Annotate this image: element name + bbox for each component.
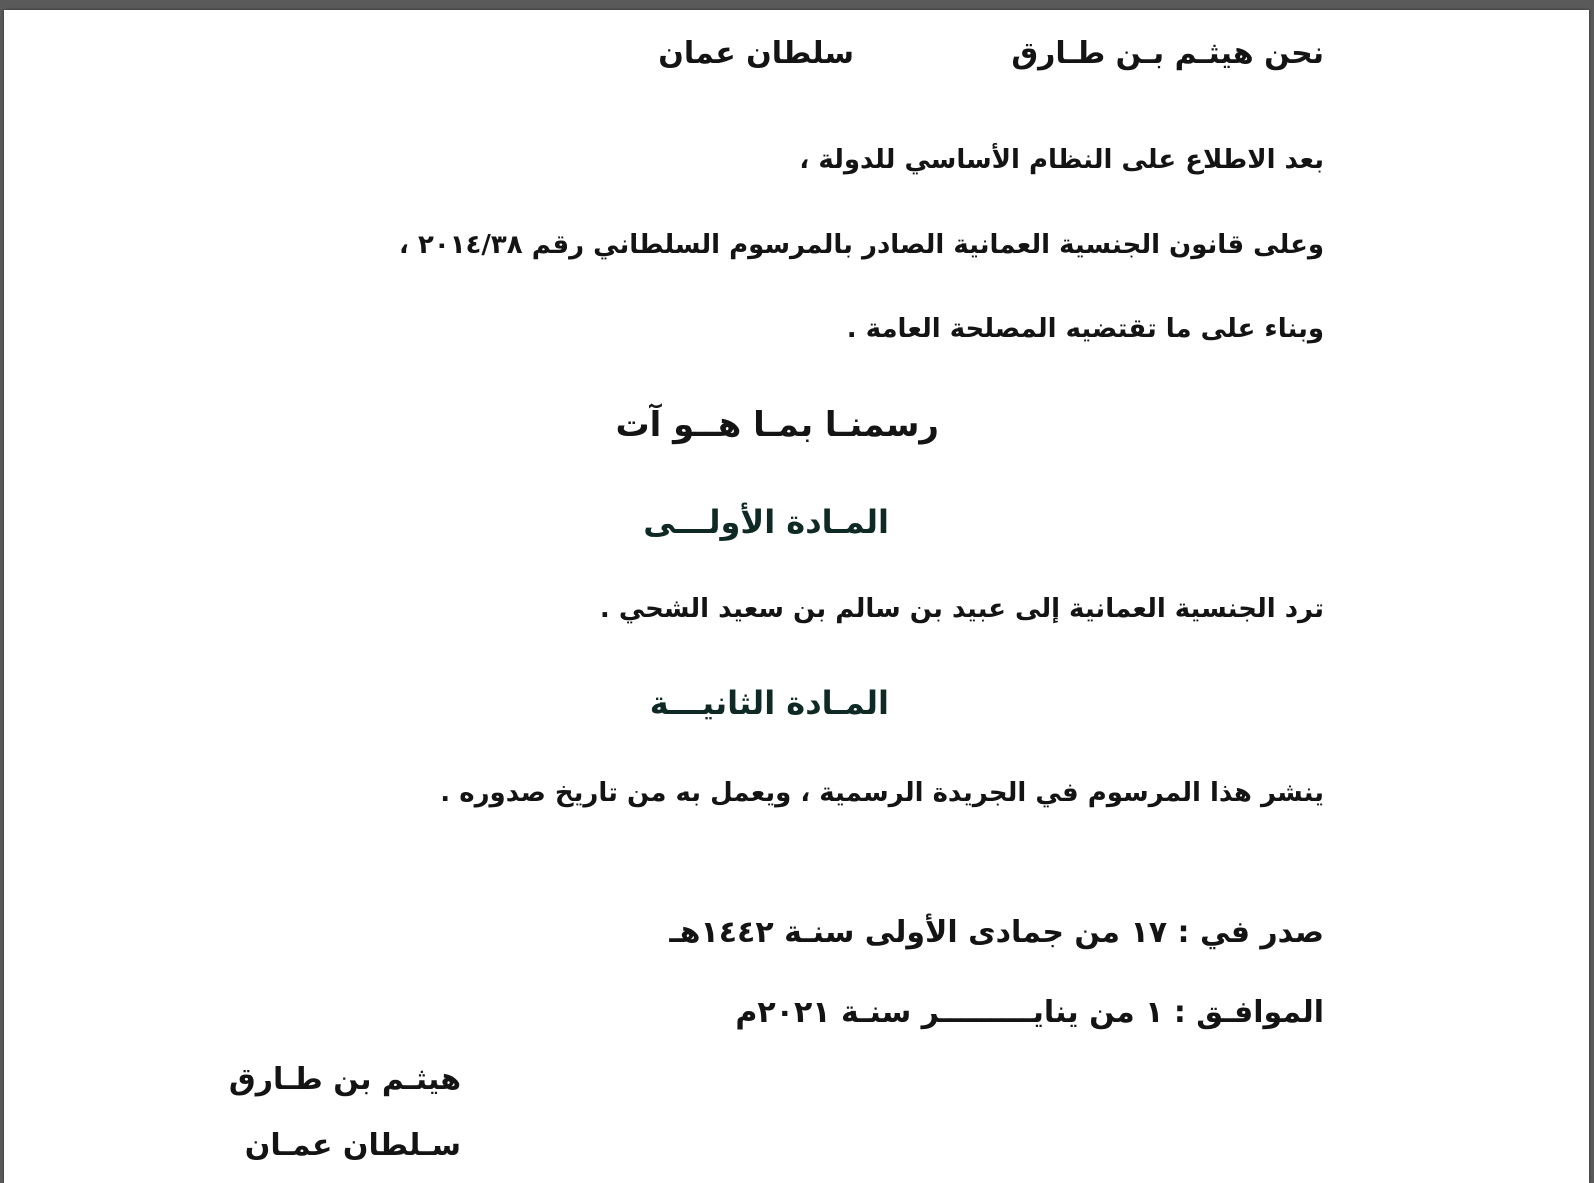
article-1-title: المـادة الأولـــى bbox=[643, 503, 889, 541]
decree-heading: رسمنـا بمـا هــو آت bbox=[615, 405, 939, 445]
article-2-title: المـادة الثانيـــة bbox=[649, 684, 889, 722]
preamble-line-2: وعلى قانون الجنسية العمانية الصادر بالمرسوم السلطاني رقم ٢٠١٤/٣٨ ، bbox=[399, 230, 1324, 260]
preamble-line-3: وبناء على ما تقتضيه المصلحة العامة . bbox=[846, 314, 1324, 344]
article-2-text: ينشر هذا المرسوم في الجريدة الرسمية ، ويعمل به من تاريخ صدوره . bbox=[440, 778, 1324, 808]
issued-date-hijri: صدر في : ١٧ من جمادى الأولى سنـة ١٤٤٢هـ bbox=[669, 915, 1324, 950]
signature-name: هيثـم بن طـارق bbox=[228, 1062, 461, 1097]
issued-date-gregorian: الموافـق : ١ من ينايـــــــــر سنـة ٢٠٢١م bbox=[735, 995, 1324, 1030]
document-page bbox=[4, 10, 1589, 1183]
article-1-text: ترد الجنسية العمانية إلى عبيد بن سالم بن سعيد الشحي . bbox=[599, 594, 1324, 624]
preamble-line-1: بعد الاطلاع على النظام الأساسي للدولة ، bbox=[799, 145, 1324, 175]
signature-title: سـلطان عمـان bbox=[244, 1128, 461, 1163]
header-sultan-name: نحن هيثـم بـن طـارق bbox=[1011, 36, 1324, 71]
header-sultan-title: سلطان عمان bbox=[658, 36, 854, 71]
